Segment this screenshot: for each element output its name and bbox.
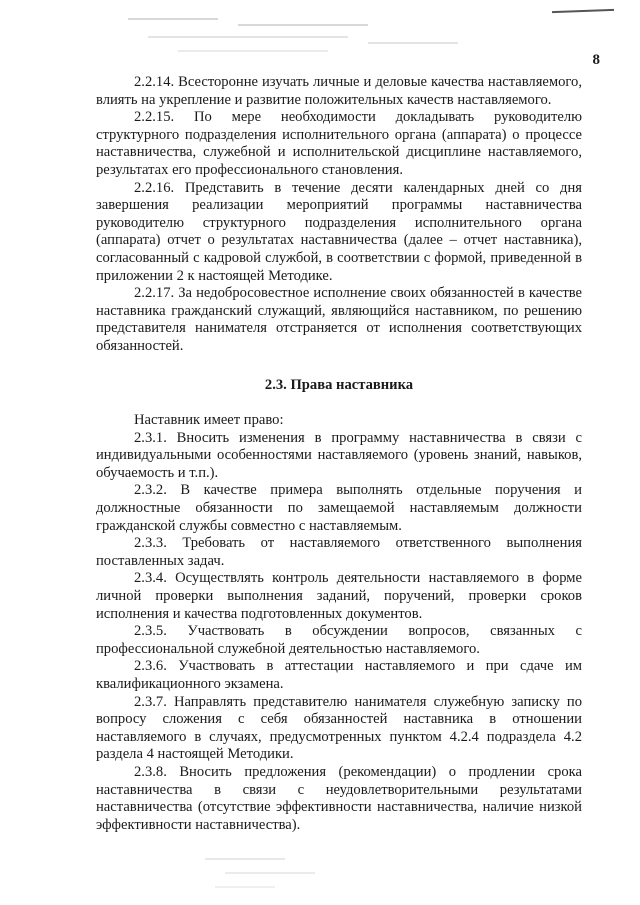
paragraph-2-3-8: 2.3.8. Вносить предложения (рекомендации) о продлении срока наставничества в связи с неудовлетворительными результатами наставничества (отсутствие эффективности наставничества, наличие низкой эффективности наставничества). bbox=[96, 763, 582, 833]
page-number: 8 bbox=[592, 52, 600, 68]
paragraph-2-2-17: 2.2.17. За недобросовестное исполнение своих обязанностей в качестве наставника гражданский служащий, являющийся наставником, по решению представителя нанимателя отстраняется от исполнения соответствующих обязанностей. bbox=[96, 285, 582, 354]
paragraph-2-2-15: 2.2.15. По мере необходимости докладывать руководителю структурного подразделения исполнительного органа (аппарата) о процессе наставничества, служебной и исполнительской дисциплине наставляемого, результатах его профессионального становления. bbox=[96, 109, 582, 178]
paragraph-2-3-3: 2.3.3. Требовать от наставляемого ответственного выполнения поставленных задач. bbox=[96, 535, 582, 569]
paragraph-2-3-6: 2.3.6. Участвовать в аттестации наставляемого и при сдаче им квалификационного экзамена. bbox=[96, 658, 582, 692]
section-heading: 2.3. Права наставника bbox=[264, 376, 414, 393]
paragraph-2-3-4: 2.3.4. Осуществлять контроль деятельности наставляемого в форме личной проверки выполнения заданий, поручений, проверки сроков исполнения и качества подготовленных документов. bbox=[96, 570, 582, 622]
paragraph-2-3-2: 2.3.2. В качестве примера выполнять отдельные поручения и должностные обязанности по замещаемой наставляемым должности гражданской службы совместно с наставляемым. bbox=[96, 482, 582, 534]
scan-bleed-through-top bbox=[118, 10, 478, 58]
top-right-scan-mark bbox=[552, 9, 614, 13]
section-intro: Наставник имеет право: bbox=[134, 412, 284, 429]
paragraph-2-2-16: 2.2.16. Представить в течение десяти календарных дней со дня завершения реализации мероприятий программы наставничества руководителю структурного подразделения исполнительного органа (аппарата) отчет о результатах наставничества (далее – отчет наставника), согласованный с кадровой службой, в соответствии с формой, приведенной в приложении 2 к настоящей Методике. bbox=[96, 179, 582, 284]
scan-bleed-through-bottom bbox=[205, 848, 325, 898]
paragraph-2-2-14: 2.2.14. Всесторонне изучать личные и деловые качества наставляемого, влиять на укрепление и развитие положительных качеств наставляемого. bbox=[96, 74, 582, 108]
paragraph-2-3-5: 2.3.5. Участвовать в обсуждении вопросов, связанных с профессиональной служебной деятельностью наставляемого. bbox=[96, 623, 582, 657]
paragraph-2-3-7: 2.3.7. Направлять представителю нанимателя служебную записку по вопросу сложения с себя обязанностей наставника в отношении наставляемого в случаях, предусмотренных пунктом 4.2.4 подраздела 4.2 раздела 4 настоящей Методики. bbox=[96, 693, 582, 763]
paragraph-2-3-1: 2.3.1. Вносить изменения в программу наставничества в связи с индивидуальными особенностями наставляемого (уровень знаний, навыков, обучаемость и т.п.). bbox=[96, 429, 582, 481]
document-body bbox=[96, 74, 582, 834]
